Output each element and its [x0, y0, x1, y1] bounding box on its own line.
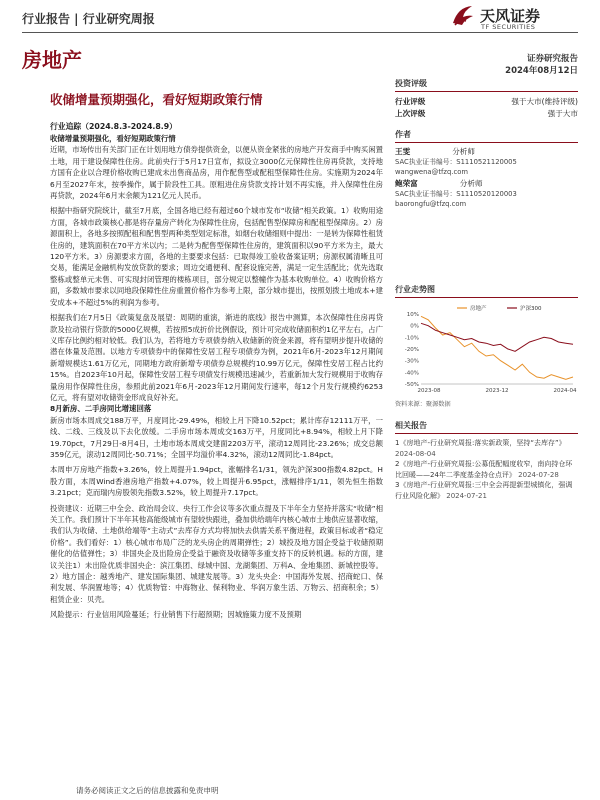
analyst-role: 分析师	[452, 147, 475, 156]
paragraph-5: 本周申万房地产指数+3.26%，较上周提升1.94pct，涨幅排名1/31，领先沪深300指数4.82pct。H股方面，本周Wind香港房地产指数+4.07%，较上周提升6.95pct，涨幅排序1/11，领先恒生指数3.21pct；克而瑞内房股领先指数3.52%，较上周提升7.17pct。	[50, 465, 383, 498]
sector-title: 房地产	[22, 48, 82, 72]
related-item[interactable]: 1《房地产-行业研究周报:落实新政策，坚持“去库存”》 2024-08-04	[395, 439, 566, 458]
related-item[interactable]: 3《房地产-行业研究周报:三中全会再提新型城镇化，强调行业风险化解》 2024-07-21	[395, 481, 573, 500]
section-heading: 行业追踪（2024.8.3-2024.8.9）	[50, 122, 177, 131]
legend-label: 房地产	[470, 306, 487, 312]
y-tick-label: 10%	[406, 312, 419, 318]
y-tick-label: 0%	[410, 323, 419, 330]
y-tick-label: -40%	[404, 370, 419, 377]
subheading-sales: 8月新房、二手房同比增速回落	[50, 404, 152, 414]
header-divider	[22, 32, 578, 33]
analyst-card	[395, 147, 578, 177]
rating-row	[395, 96, 578, 108]
subheading-storage: 收储增量预期强化，看好短期政策行情	[50, 134, 176, 143]
trend-heading: 行业走势图	[395, 284, 578, 298]
rating-key: 上次评级	[395, 109, 426, 118]
main-body	[50, 121, 383, 621]
x-tick-label: 2023-12	[485, 388, 509, 394]
y-tick-label: -20%	[404, 347, 419, 353]
logo-text-en: TF SECURITIES	[481, 23, 536, 31]
report-title: 收储增量预期强化，看好短期政策行情	[50, 92, 263, 107]
sidebar	[395, 78, 578, 502]
paragraph-investment: 投资建议：近期三中全会、政治局会议、央行工作会议等多次重点提及下半年全力坚持并落实“收储”相关工作。我们预计下半年其他高能级城市有望较快跟进，叠加供给端年内核心城市土地供应显著收缩，我们认为收储、土地供给端等“主动式”去库存方式均将加快去供需关系平衡进程，政策目标或者“稳定价格”。我们看好：1）核心城市布局广泛的龙头房企的周期弹性；2）城投及地方国企受益于收储预期催化的估值弹性；3）非国央企及出险房企受益于融资及收储等多重支持下的反转机遇。标的方面，建议关注1）未出险优质非国央企：滨江集团、绿城中国、龙湖集团、万科A、金地集团、新城控股等。2）地方国企：越秀地产、建发国际集团、城建发展等。3）龙头央企：中国海外发展、招商蛇口、保利发展、华润置地等；4）优质物管：中海物业、保利物业、华润万象生活、万物云、招商积余；5）租赁企业：贝壳。	[50, 503, 383, 604]
report-date: 2024年08月12日	[505, 66, 578, 76]
y-tick-label: -50%	[404, 382, 419, 388]
rating-value: 强于大市	[547, 109, 578, 118]
report-type: 证券研究报告	[526, 54, 578, 64]
x-tick-label: 2023-08	[417, 388, 441, 394]
chart-source: 资料来源：聚源数据	[395, 401, 451, 408]
related-item[interactable]: 2《房地产-行业研究周报:公募低配幅度收窄，南向持仓环比回暖——24年二季度基金持仓点评》 2024-07-28	[395, 460, 573, 479]
brand-logo	[450, 3, 580, 31]
paragraph-2: 根据中指研究院统计，截至7月底，全国各地已经有超过60个城市发布“收储”相关政策。1）收购用途方面，各城市政策核心都是将存量房产转化为保障性住房，包括配售型保障房和配租型保障房。2）房源面积上，各地多按照配租和配售型两种类型划定标准，如烟台收储细则中提出：一是转为保障性租赁住房的，建筑面积在70平方米以内；二是转为配售型保障性住房的，建筑面积以90平方米为主，最大120平方米。3）房源要求方面，各地的主要要求包括：已取得竣工验收备案证明；房源权属清晰且可交易，能满足金融机构发放贷款的要求；周边交通便利、配套设施完善，满足一定生活配比；优先选取整栋或整单元未售、可实现封闭管理的楼栋项目，部分规定以整幢作为基本收购单位。4）收购价格方面，多数城市要求以同地段保障性住房重置价格作为参考上限，部分城市提出，按照划拨土地成本+建安成本+不超过5%的利润为参考。	[50, 206, 383, 307]
related-list	[395, 438, 578, 502]
analyst-role: 分析师	[459, 179, 483, 188]
author-heading: 作者	[395, 129, 578, 143]
rating-heading: 投资评级	[395, 78, 578, 92]
series-line-0	[421, 316, 573, 379]
rating-value: 强于大市(维持评级)	[511, 97, 578, 106]
paragraph-3: 根据我们在7月5日《政策复盘及展望：周期的重演，渐进的底线》报告中测算，本次保障性住房再贷款及拉动银行贷款的5000亿规模，若按照5成折价比例假设，预计可完成收储面积约1亿平左右，占广义库存比例约相对较低。我们认为，若将地方专项债券纳入收储新的资金来源，将有望明步提升收储的潜在体量及范围。以地方专项债券中的保障性安居工程专项债券为例，2021年6月-2023年12月期间新增规模达1.61万亿元，同期地方政府新增专项债券总规模约10.99万亿元，保障性安居工程占比约15%。自2023年10月起，保障性安居工程专项债发行规模迅速减少，若重新加大发行规模用于收购存量房用作保障性住房，参照此前2021年6月-2023年12月期间发行速率，每12个月发行规模约6253亿元，将有望对收储资金形成良好补充。	[50, 313, 383, 402]
analyst-cert: SAC执业证书编号：S1110520120003	[395, 190, 517, 198]
disclaimer-footer: 请务必阅读正文之后的信息披露和免责申明	[76, 786, 219, 795]
y-tick-label: -10%	[404, 335, 419, 342]
paragraph-1: 近期，市场传出有关部门正在计划用地方债券提供资金，以便从资金紧张的房地产开发商手中购买闲置土地，用于建设保障性住房。此前央行于5月17日宣布，拟设立3000亿元保障性住房再贷款，支持地方国有企业以合理价格收购已建成未出售商品房，用作配售型或配租型保障性住房。实施期为2024年6月至2027年末，按季操作，属于阶段性工具。原粗进住房贷款支持计划不再实施，并入保障性住房再贷款，2024年6月末余额为121亿元人民币。	[50, 145, 383, 201]
series-line-1	[421, 323, 573, 351]
x-tick-label: 2024-04	[553, 388, 577, 394]
analyst-email[interactable]: baorongfu@tfzq.com	[395, 200, 467, 208]
logo-text-cn: 天风证券	[480, 7, 541, 25]
report-category: 行业报告 | 行业研究周报	[22, 12, 155, 26]
rating-row	[395, 108, 578, 120]
analyst-name: 鲍荣富	[395, 179, 418, 188]
trend-chart-svg	[395, 302, 578, 397]
paragraph-4: 新房市场本周成交188万平，月度同比-29.49%，相较上月下降10.52pct；累计库存12111万平，一线、二线、三线及以下去化放缓。二手房市场本周成交163万平，月度同比+8.94%，相较上月下降19.70pct，7月29日-8月4日，土地市场本周成交建面2203万平，滚动12周同比-23.26%；成交总额359亿元，滚动12周同比-50.71%；全国平均溢价率4.32%，滚动12周同比-1.84pct。	[50, 415, 383, 459]
analyst-card	[395, 179, 578, 209]
rating-key: 行业评级	[395, 97, 426, 106]
analyst-email[interactable]: wangwena@tfzq.com	[395, 168, 468, 176]
y-tick-label: -30%	[404, 358, 419, 365]
paragraph-risk: 风险提示：行业信用风险蔓延；行业销售下行超预期；因城施策力度不及预期	[50, 610, 302, 620]
analyst-name: 王雯	[395, 147, 411, 156]
analyst-cert: SAC执业证书编号：S1110521120005	[395, 158, 517, 166]
trend-chart	[395, 302, 578, 397]
phoenix-logo-icon	[450, 3, 476, 29]
legend-label: 沪深300	[520, 306, 542, 312]
related-heading: 相关报告	[395, 420, 578, 434]
